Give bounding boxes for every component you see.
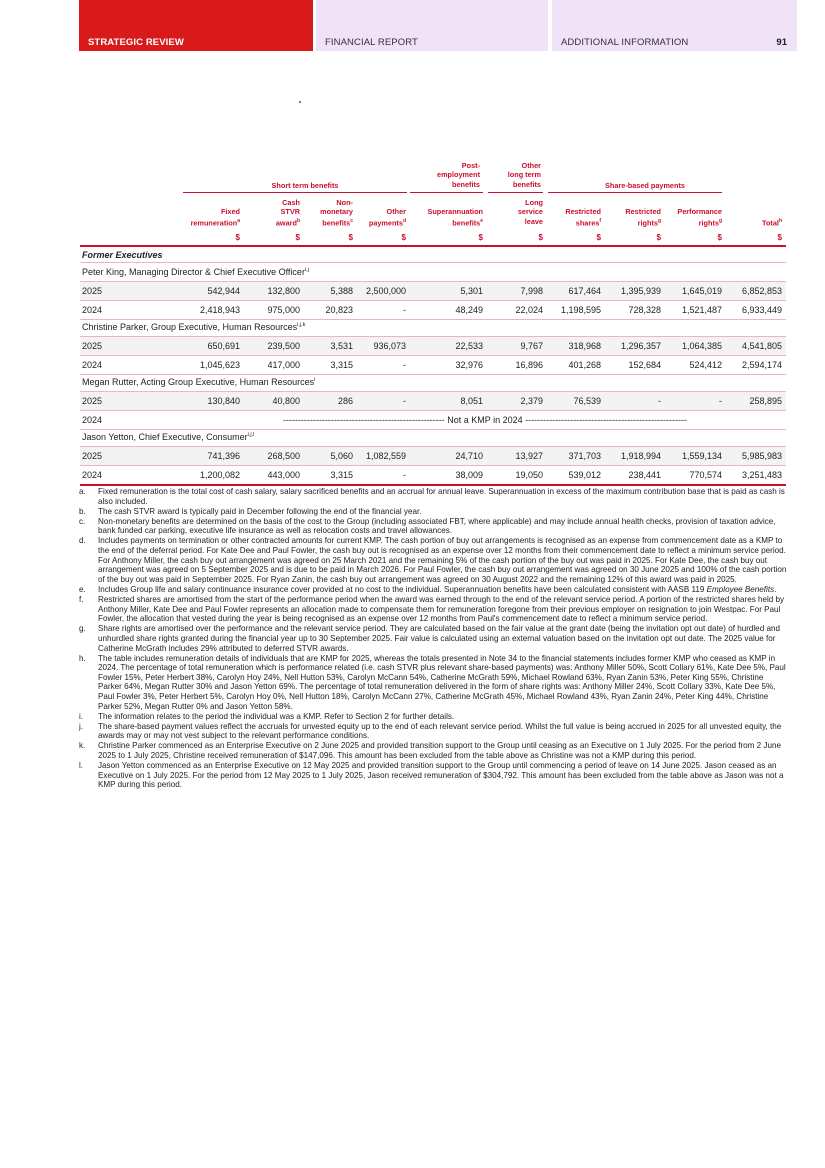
footnote: j. The share-based payment values reflect the accruals for unvested equity up to the end of each relevant service period. Whilst the full value is being accrued in 2025 for all unvested equity, the awards may or may not vest subject to the relevant performance conditions. [79,721,782,741]
row-year: 2025 [82,451,103,461]
cell-value: 48,249 [455,305,483,315]
cell-value: 2,379 [520,396,543,406]
cell-value: 40,800 [272,396,300,406]
footnote: h. The table includes remuneration details of individuals that are KMP for 2025, whereas the totals presented in Note 34 to the financial statements includes former KMP who ceased as KMP in 2024. The percentage of total remuneration which is performance related (i.e. cash STVR plus relevant share-based payments) was: Anthony Miller 50%, Scott Collary 61%, Kate Dee 5%, Paul Fowler 15%, Peter Herbert 38%, Carolyn Hoy 24%, Nell Hutton 53%, Carolyn McCann 54%, Catherine McGrath 59%, Michael Rowland 63%, Ryan Zanin 53%, Peter King 55%, Christine Parker 64%, Megan Rutter 30% and Jason Yetton 69%. The percentage of total remuneration delivered in the form of share rights was: Anthony Miller 24%, Scott Collary 33%, Kate Dee 5%, Paul Fowler 3%, Peter Herbert 5%, Carolyn Hoy 0%, Nell Hutton 18%, Carolyn McCann 27%, Catherine McGrath 45%, Michael Rowland 43%, Ryan Zanin 24%, Peter King 44%, Christine Parker 52%, Megan Rutter 0% and Jason Yetton 58%. [79,653,786,711]
cell-value: 1,198,595 [560,305,601,315]
row-year: 2024 [82,415,103,425]
cell-value: 132,800 [267,286,300,296]
footnote-letter: b. [79,506,86,516]
footnote: g. Share rights are amortised over the performance and the relevant service period. They are calculated based on the fair value at the grant date (being the invitation opt out date) of hurdled and unhurdled share rights granted during the financial year up to 30 September 2025. Fair value is calculated using an external valuation based on the invitation opt out date. The 2025 value for Catherine McGrath includes 29% attributed to deferred STVR awards. [79,624,780,653]
column-unit: $ [596,233,601,242]
header-rule [80,245,786,247]
footnote: b. The cash STVR award is typically paid in December following the end of the financial year. [79,506,422,516]
cell-value: 152,684 [628,360,661,370]
not-kmp-note: ------------------------------------------------------ Not a KMP in 2024 ------------------------------------------------------ [282,415,688,425]
cell-value: 5,301 [460,286,483,296]
row-year: 2024 [82,305,103,315]
cell-value: 22,024 [515,305,543,315]
cell-value: 728,328 [628,305,661,315]
column-unit: $ [538,233,543,242]
column-unit: $ [235,233,240,242]
footnote-letter: f. [79,595,84,605]
cell-value: 1,645,019 [681,286,722,296]
cell-value: 539,012 [568,470,601,480]
table-row [80,301,786,319]
column-unit: $ [295,233,300,242]
footnote-letter: g. [79,624,86,634]
cell-value: 1,045,623 [199,360,240,370]
cell-value: 542,944 [207,286,240,296]
cell-value: 770,574 [689,470,722,480]
footnote-letter: k. [79,741,86,751]
cell-value: 32,976 [455,360,483,370]
column-header: Long service leave [517,198,543,226]
cell-value: 3,531 [330,341,353,351]
cell-value: 1,064,385 [681,341,722,351]
cell-value: 401,268 [568,360,601,370]
cell-value: 1,395,939 [620,286,661,296]
cell-value: 4,541,805 [741,341,782,351]
tab-additional-information[interactable] [552,0,797,51]
section-rule [80,262,786,263]
cell-value: 76,539 [573,396,601,406]
cell-value: 741,396 [207,451,240,461]
footnote-letter: e. [79,584,86,594]
row-year: 2025 [82,341,103,351]
footnote: k. Christine Parker commenced as an Enterprise Executive on 2 June 2025 and provided transition support to the Group until ceasing as an Executive on 1 July 2025. For the period from 2 June 2025 to 1 July 2025, Christine received remuneration of $147,096. This amount has been excluded from the table above as Christine was not a KMP during this period. [79,741,781,761]
table-row [80,466,786,484]
column-header: Total$^h$ [762,217,782,228]
footnote-letter: h. [79,653,86,663]
cell-value: 371,703 [568,451,601,461]
cell-value: 6,933,449 [741,305,782,315]
cell-value: 239,500 [267,341,300,351]
cell-value: 975,000 [267,305,300,315]
column-header: Superannuation benefits$^e$ [427,207,483,228]
cell-value: 16,896 [515,360,543,370]
table-row [80,447,786,465]
tab-financial-report-label: FINANCIAL REPORT [325,37,418,48]
cell-value: - [719,396,722,406]
cell-value: 8,051 [460,396,483,406]
table-row [80,282,786,300]
cell-value: 617,464 [568,286,601,296]
group-header-share-based: Share-based payments [605,181,685,190]
tab-strategic-review[interactable] [79,0,313,51]
person-name: Jason Yetton, Chief Executive, Consumer$^{i,j,l}$ [82,432,255,442]
cell-value: 268,500 [267,451,300,461]
cell-value: 130,840 [207,396,240,406]
person-name: Megan Rutter, Acting Group Executive, Human Resources$^i$ [82,377,316,387]
cell-value: 1,296,357 [620,341,661,351]
cell-value: 1,559,134 [681,451,722,461]
cell-value: 443,000 [267,470,300,480]
cell-value: 1,521,487 [681,305,722,315]
table-row [80,356,786,374]
tab-financial-report[interactable] [316,0,548,51]
cell-value: 3,315 [330,360,353,370]
page-number: 91 [776,37,787,48]
footnote: e. Includes Group life and salary continuance insurance cover provided at no cost to the individual. Superannuation benefits have been calculated consistent with AASB 119 Employee Benefits. [79,584,777,594]
cell-value: 6,852,853 [741,286,782,296]
cell-value: 258,895 [749,396,782,406]
column-header: Performance rights$^g$ [677,207,722,228]
row-rule [80,374,786,375]
group-header-short-term: Short term benefits [271,181,339,190]
column-header: Non- monetary benefits$^c$ [320,198,353,228]
group-line-other-long-term [488,192,543,193]
row-year: 2024 [82,470,103,480]
column-header: Fixed remuneration$^a$ [190,207,240,228]
column-header: Cash STVR award$^b$ [275,198,300,228]
footnote-letter: d. [79,536,86,546]
footnote-letter: a. [79,487,86,496]
cell-value: 2,418,943 [199,305,240,315]
section-title: Former Executives [82,250,163,260]
table-row [80,392,786,410]
footnote: c. Non-monetary benefits are determined on the basis of the cost to the Group (including associated FBT, where applicable) and may include annual health checks, provision of taxation advice, bank funded car parking, executive life insurance as well as relocation costs and travel allowances. [79,516,776,536]
column-unit: $ [717,233,722,242]
tab-strategic-review-label: STRATEGIC REVIEW [88,37,184,48]
cell-value: - [403,360,406,370]
cell-value: 650,691 [207,341,240,351]
row-rule [80,319,786,320]
cell-value: 286 [337,396,353,406]
footnote: d. Includes payments on termination or other contracted amounts for current KMP. The cash portion of buy out arrangements is recognised as an expense from commencement date as a KMP to the end of the deferral period. For Kate Dee and Paul Fowler, the cash buy out is recognised as an expense over 12 months from their commencement date to reflect a minimum service period. For Anthony Miller, the cash buy out arrangement was agreed on 25 March 2021 and the remaining 5% of the cash portion of the buy out was paid in 2025. For Kate Dee, the cash buy out arrangement was agreed on 5 September 2025 and is due to be paid in March 2026. For Paul Fowler, the cash buy out arrangement was agreed on 30 June 2025 and 100% of the cash portion of the buy out was paid in September 2025. For Ryan Zanin, the cash buy out arrangement was agreed on 30 August 2022 and the remaining 12% of this award was paid in 2025. [79,536,787,584]
column-unit: $ [656,233,661,242]
tab-additional-information-label: ADDITIONAL INFORMATION [561,37,689,48]
footnote-letter: j. [79,721,84,731]
cell-value: - [403,305,406,315]
footnote: l. Jason Yetton commenced as an Enterprise Executive on 12 May 2025 and provided transition support to the Group until commencing a period of leave on 14 June 2025. Jason ceased as an Executive on 1 July 2025. For the period from 12 May 2025 to 1 July 2025, Jason received remuneration of $304,792. This amount has been excluded from the table above as Jason was not a KMP during this period. [79,761,784,790]
table-row [80,411,786,429]
cell-value: 5,388 [330,286,353,296]
cell-value: 2,500,000 [365,286,406,296]
column-unit: $ [401,233,406,242]
cell-value: 19,050 [515,470,543,480]
cell-value: 24,710 [455,451,483,461]
cell-value: 2,594,174 [741,360,782,370]
footnote: f. Restricted shares are amortised from the start of the performance period when the award was earned through to the end of the relevant service period. A portion of the restricted shares held by Anthony Miller, Kate Dee and Paul Fowler represents an allocation made to compensate them for remuneration foregone from their previous employer on resignation to join Westpac. For Paul Fowler, the allocation that vested during the year is being recognised as an expense over 12 months from Paul's commencement date to reflect a minimum service period. [79,595,785,624]
cell-value: 524,412 [689,360,722,370]
group-line-post-employment [410,192,483,193]
footnote: a. Fixed remuneration is the total cost of cash salary, salary sacrificed benefits and an accrual for annual leave. Superannuation in excess of the maximum contribution base that is paid as cash is also included. [79,487,785,506]
cell-value: 238,441 [628,470,661,480]
cell-value: 1,082,559 [365,451,406,461]
cell-value: 1,918,994 [620,451,661,461]
table-row [80,337,786,355]
group-header-other-long-term: Other long term benefits [507,161,541,189]
column-header: Restricted rights$^g$ [625,207,661,228]
person-name: Christine Parker, Group Executive, Human Resources$^{i,j,k}$ [82,322,306,332]
cell-value: 7,998 [520,286,543,296]
cell-value: 936,073 [373,341,406,351]
footnote-letter: c. [79,516,86,526]
cell-value: 3,315 [330,470,353,480]
row-year: 2025 [82,286,103,296]
column-header: Other payments$^d$ [368,207,406,228]
person-name: Peter King, Managing Director & Chief Executive Officer$^{i,j}$ [82,267,309,277]
column-unit: $ [478,233,483,242]
cell-value: - [658,396,661,406]
cell-value: 5,985,983 [741,451,782,461]
cell-value: 22,533 [455,341,483,351]
cell-value: 1,200,082 [199,470,240,480]
cell-value: 3,251,483 [741,470,782,480]
row-rule [80,484,786,486]
group-header-post-employment: Post- employment benefits [437,161,480,189]
footnotes [79,487,787,790]
cell-value: 38,009 [455,470,483,480]
footnote-letter: l. [79,761,84,771]
cell-value: - [403,396,406,406]
decorative-dot [299,101,301,103]
footnote-letter: i. [79,711,84,721]
cell-value: 417,000 [267,360,300,370]
column-unit: $ [777,233,782,242]
cell-value: 9,767 [520,341,543,351]
row-year: 2025 [82,396,103,406]
cell-value: - [403,470,406,480]
cell-value: 5,060 [330,451,353,461]
group-line-share-based [548,192,722,193]
cell-value: 318,968 [568,341,601,351]
column-header: Restricted shares$^f$ [565,207,601,228]
cell-value: 20,823 [325,305,353,315]
column-unit: $ [348,233,353,242]
group-line-short-term [183,192,407,193]
row-year: 2024 [82,360,103,370]
cell-value: 13,927 [515,451,543,461]
footnote: i. The information relates to the period the individual was a KMP. Refer to Section 2 for further details. [79,711,455,721]
row-rule [80,429,786,430]
